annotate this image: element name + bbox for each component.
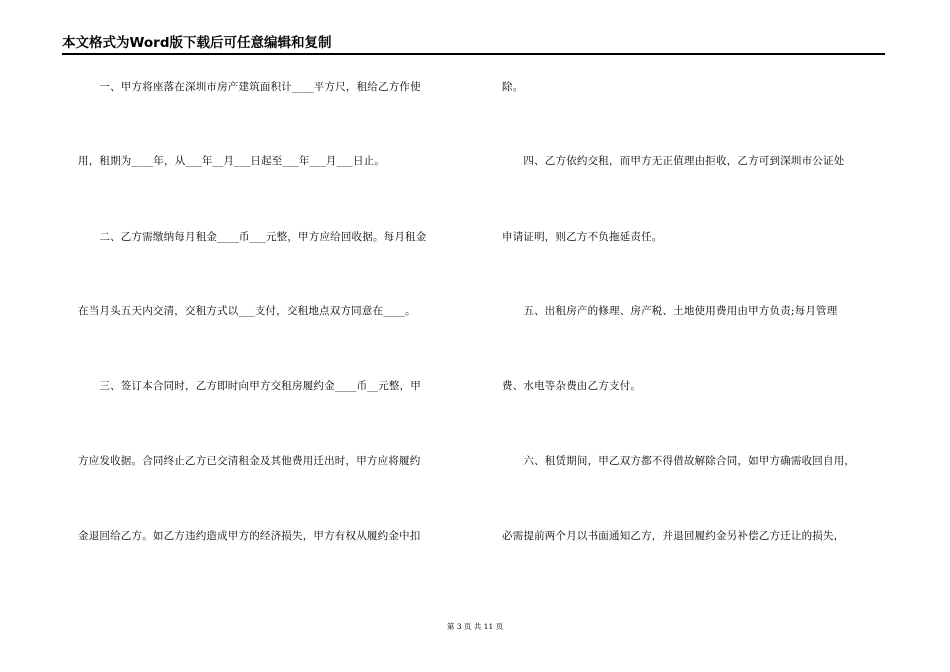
text-line: 二、乙方需缴纳每月租金____币___元整，甲方应给回收据。每月租金: [78, 231, 427, 243]
text-line: 一、甲方将座落在深圳市房产建筑面积计____平方尺，租给乙方作使: [78, 81, 421, 93]
text-line: 五、出租房产的修理、房产税、土地使用费用由甲方负责;每月管理: [502, 305, 838, 317]
text-line: 费、水电等杂费由乙方支付。: [502, 380, 642, 392]
text-line: 申请证明，则乙方不负拖延责任。: [502, 231, 663, 243]
page-number-footer: 第 3 页 共 11 页: [446, 622, 504, 631]
text-line: 金退回给乙方。如乙方违约造成甲方的经济损失，甲方有权从履约金中扣: [78, 530, 421, 542]
text-line: 方应发收据。合同终止乙方已交清租金及其他费用迁出时，甲方应将履约: [78, 455, 421, 467]
text-line: 三、签订本合同时，乙方即时向甲方交租房履约金____币__元整，甲: [78, 380, 421, 392]
text-line: 在当月头五天内交清，交租方式以___支付，交租地点双方同意在____。: [78, 305, 416, 317]
text-line: 除。: [502, 81, 524, 93]
text-line: 四、乙方依约交租，而甲方无正值理由拒收，乙方可到深圳市公证处: [502, 155, 845, 167]
text-line: 用，租期为____年，从___年__月___日起至___年___月___日止。: [78, 155, 386, 167]
text-line: 必需提前两个月以书面通知乙方，并退回履约金另补偿乙方迁让的损失，: [502, 530, 845, 542]
right-text-column: [502, 0, 902, 672]
left-text-column: [78, 0, 478, 672]
document-header-title: 本文格式为Word版下载后可任意编辑和复制: [62, 35, 332, 51]
text-line: 六、租赁期间，甲乙双方都不得借故解除合同，如甲方确需收回自用，: [502, 455, 856, 467]
